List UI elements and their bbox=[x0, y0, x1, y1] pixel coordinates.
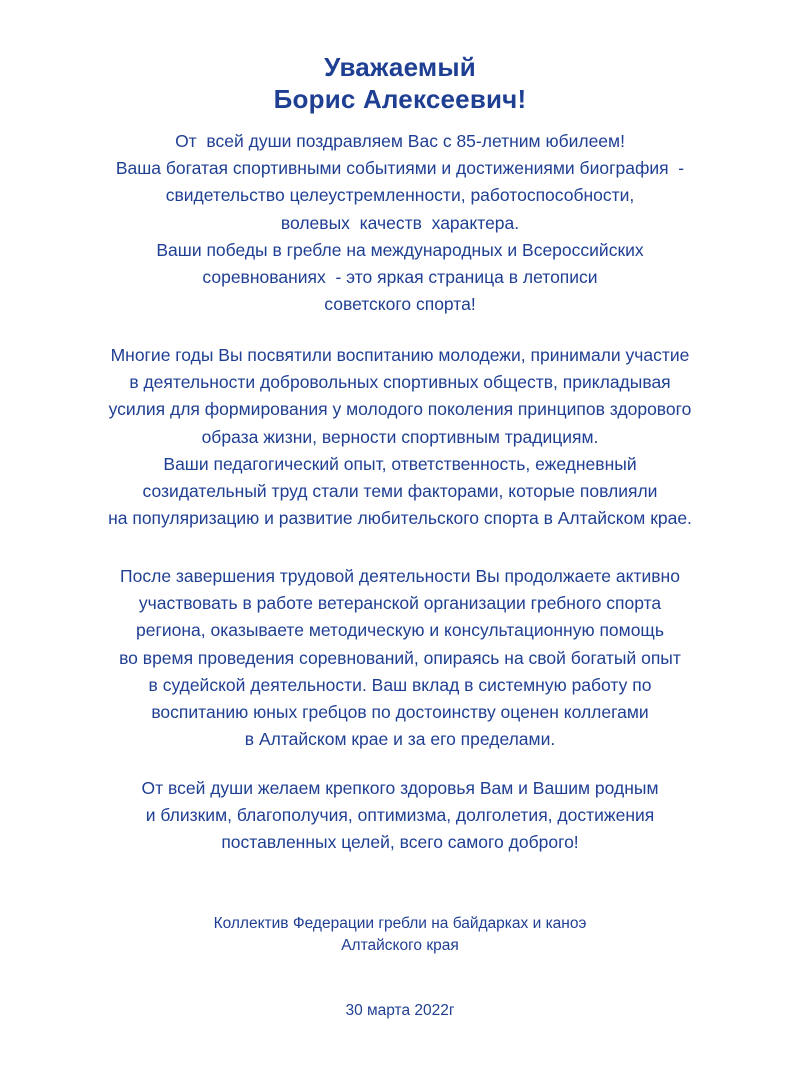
paragraph-line: во время проведения соревнований, опираясь на свой богатый опыт bbox=[119, 647, 681, 668]
paragraph-line: От всей души желаем крепкого здоровья Вам и Вашим родным bbox=[141, 778, 659, 798]
paragraph-education bbox=[0, 342, 800, 532]
paragraph-line: Многие годы Вы посвятили воспитанию молодежи, принимали участие bbox=[110, 345, 690, 365]
paragraph-line: в деятельности добровольных спортивных обществ, прикладывая bbox=[129, 372, 671, 393]
paragraph-line: поставленных целей, всего самого доброго! bbox=[221, 832, 579, 853]
paragraph-wishes bbox=[0, 775, 800, 857]
paragraph-line: волевых качеств характера. bbox=[280, 212, 520, 233]
greeting-title-line-1: Уважаемый bbox=[324, 52, 476, 82]
signature-line-1: Коллектив Федерации гребли на байдарках и каноэ bbox=[213, 915, 587, 932]
paragraph-line: Ваши педагогический опыт, ответственность, ежедневный bbox=[163, 453, 637, 474]
paragraph-line: усилия для формирования у молодого поколения принципов здорового bbox=[108, 399, 692, 420]
paragraph-line: в Алтайском крае и за его пределами. bbox=[244, 729, 556, 750]
paragraph-line: и близким, благополучия, оптимизма, долголетия, достижения bbox=[145, 805, 655, 826]
signature-block bbox=[0, 913, 800, 957]
paragraph-line: После завершения трудовой деятельности Вы продолжаете активно bbox=[120, 566, 680, 586]
paragraph-line: Ваша богатая спортивными событиями и достижениями биография - bbox=[115, 158, 685, 179]
paragraph-line: на популяризацию и развитие любительского спорта в Алтайском крае. bbox=[108, 508, 692, 529]
paragraph-line: Ваши победы в гребле на международных и Всероссийских bbox=[156, 239, 644, 260]
signature-line-2: Алтайского края bbox=[341, 937, 459, 954]
paragraph-congratulation bbox=[0, 128, 800, 318]
paragraph-line: соревнованиях - это яркая страница в летописи bbox=[202, 267, 598, 288]
paragraph-line: воспитанию юных гребцов по достоинству оценен коллегами bbox=[151, 702, 649, 723]
paragraph-line: региона, оказываете методическую и консультационную помощь bbox=[136, 620, 664, 641]
greeting-title-line-2: Борис Алексеевич! bbox=[273, 84, 527, 114]
paragraph-line: участвовать в работе ветеранской организации гребного спорта bbox=[138, 593, 662, 614]
paragraph-line: созидательный труд стали теми факторами, которые повлияли bbox=[142, 481, 658, 502]
paragraph-line: образа жизни, верности спортивным традициям. bbox=[201, 426, 599, 447]
paragraph-line: От всей души поздравляем Вас с 85-летним юбилеем! bbox=[175, 131, 625, 151]
letter-date: 30 марта 2022г bbox=[345, 1002, 455, 1019]
paragraph-line: советского спорта! bbox=[324, 294, 476, 315]
paragraph-line: в судейской деятельности. Ваш вклад в системную работу по bbox=[148, 674, 652, 695]
paragraph-veteran-work bbox=[0, 563, 800, 753]
paragraph-line: свидетельство целеустремленности, работоспособности, bbox=[165, 185, 635, 206]
